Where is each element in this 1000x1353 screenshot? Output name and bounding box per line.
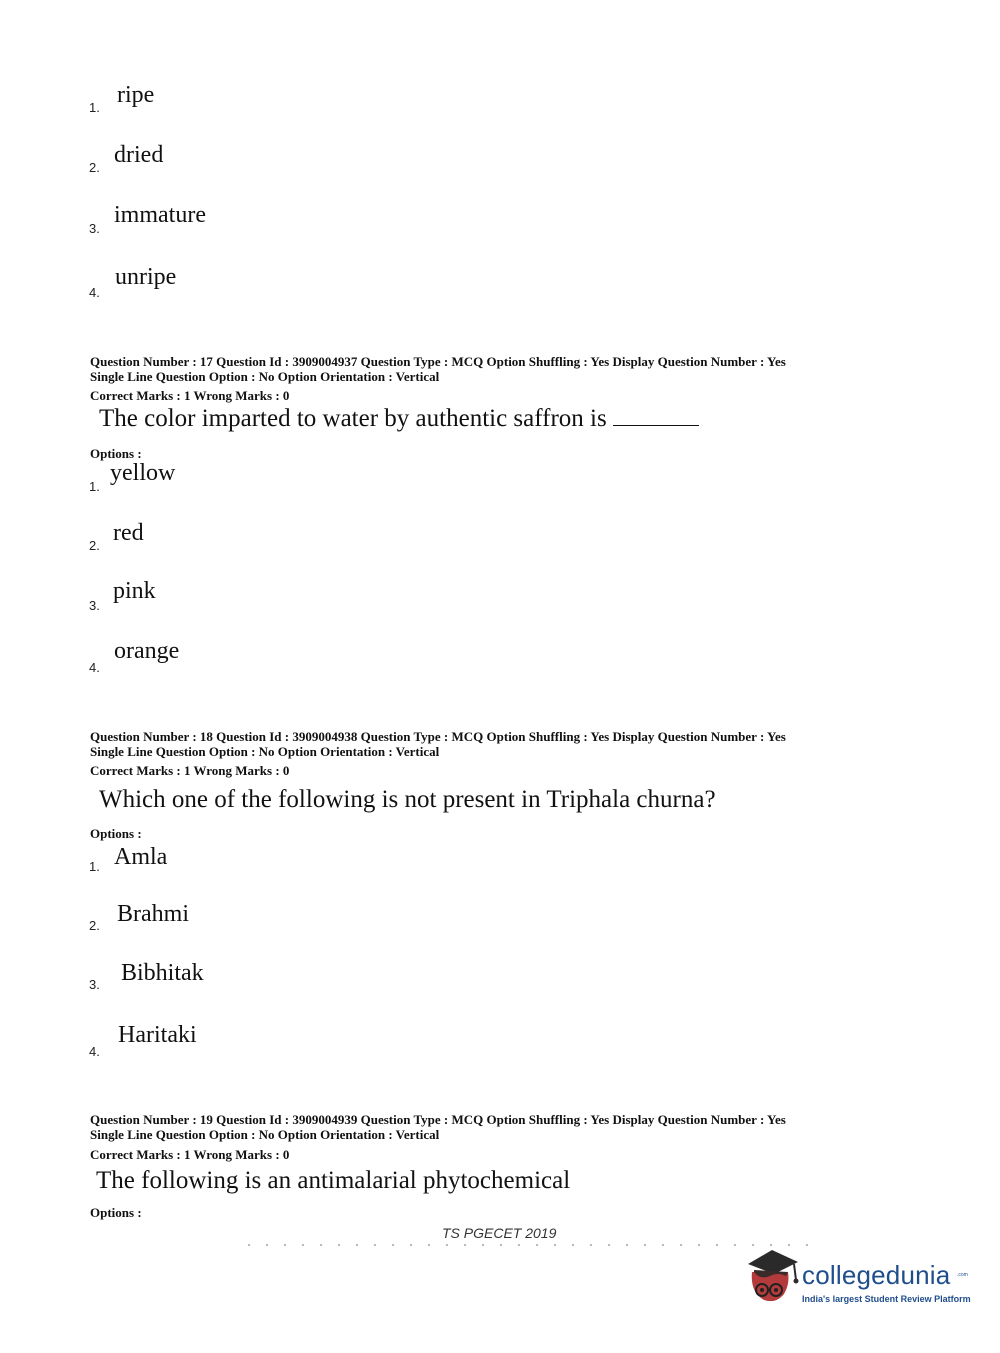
q17-option-4-text: orange — [114, 638, 180, 664]
q18-option-4-text: Haritaki — [118, 1022, 197, 1048]
q18-option-2-text: Brahmi — [117, 901, 189, 927]
scan-artifact-divider — [240, 1244, 820, 1246]
prev-option-4-text: unripe — [115, 264, 177, 290]
q17-option-1-number: 1. — [89, 479, 100, 494]
q18-option-1-text: Amla — [114, 844, 168, 870]
page-footer: TS PGECET 2019 — [442, 1225, 557, 1241]
prev-option-4-number: 4. — [89, 285, 100, 300]
q17-option-2-number: 2. — [89, 538, 100, 553]
q18-option-3-number: 3. — [89, 977, 100, 992]
question-19-text: The following is an antimalarial phytochemical — [96, 1167, 571, 1194]
question-18-meta-line2: Single Line Question Option : No Option Orientation : Vertical — [90, 744, 440, 759]
q17-option-1-text: yellow — [110, 460, 176, 486]
question-18-meta-line1: Question Number : 18 Question Id : 3909004938 Question Type : MCQ Option Shuffling : Yes Display Question Number : Yes — [90, 729, 786, 744]
logo-name: collegedunia — [802, 1260, 951, 1290]
prev-option-2-number: 2. — [89, 160, 100, 175]
answer-blank — [613, 405, 699, 426]
question-17-meta-line2: Single Line Question Option : No Option Orientation : Vertical — [90, 369, 440, 384]
prev-option-1-number: 1. — [89, 100, 100, 115]
collegedunia-logo — [742, 1246, 972, 1316]
question-17-meta-line1: Question Number : 17 Question Id : 3909004937 Question Type : MCQ Option Shuffling : Yes Display Question Number : Yes — [90, 354, 786, 369]
question-18-marks: Correct Marks : 1 Wrong Marks : 0 — [90, 763, 290, 778]
question-19-meta-line1: Question Number : 19 Question Id : 3909004939 Question Type : MCQ Option Shuffling : Yes Display Question Number : Yes — [90, 1112, 786, 1127]
question-18-options-label: Options : — [90, 826, 142, 841]
question-19-meta-line2: Single Line Question Option : No Option Orientation : Vertical — [90, 1127, 440, 1142]
logo-tagline: India's largest Student Review Platform — [802, 1294, 971, 1304]
q18-option-2-number: 2. — [89, 918, 100, 933]
prev-option-3-number: 3. — [89, 221, 100, 236]
question-19-options-label: Options : — [90, 1205, 142, 1220]
q17-option-4-number: 4. — [89, 660, 100, 675]
question-18-text: Which one of the following is not present in Triphala churna? — [99, 786, 716, 813]
prev-option-1-text: ripe — [117, 82, 155, 108]
q18-option-1-number: 1. — [89, 859, 100, 874]
q18-option-3-text: Bibhitak — [121, 960, 204, 986]
logo-domain: .com — [957, 1272, 968, 1278]
question-17-text: The color imparted to water by authentic saffron is — [99, 405, 607, 432]
question-17-options-label: Options : — [90, 446, 142, 461]
q17-option-2-text: red — [113, 520, 144, 546]
question-17-text-row — [99, 405, 699, 433]
prev-option-2-text: dried — [114, 142, 164, 168]
prev-option-3-text: immature — [114, 202, 206, 228]
q17-option-3-number: 3. — [89, 598, 100, 613]
q18-option-4-number: 4. — [89, 1044, 100, 1059]
graduate-mascot-icon — [742, 1246, 802, 1316]
q17-option-3-text: pink — [113, 578, 156, 604]
question-19-marks: Correct Marks : 1 Wrong Marks : 0 — [90, 1147, 290, 1162]
question-17-marks: Correct Marks : 1 Wrong Marks : 0 — [90, 388, 290, 403]
